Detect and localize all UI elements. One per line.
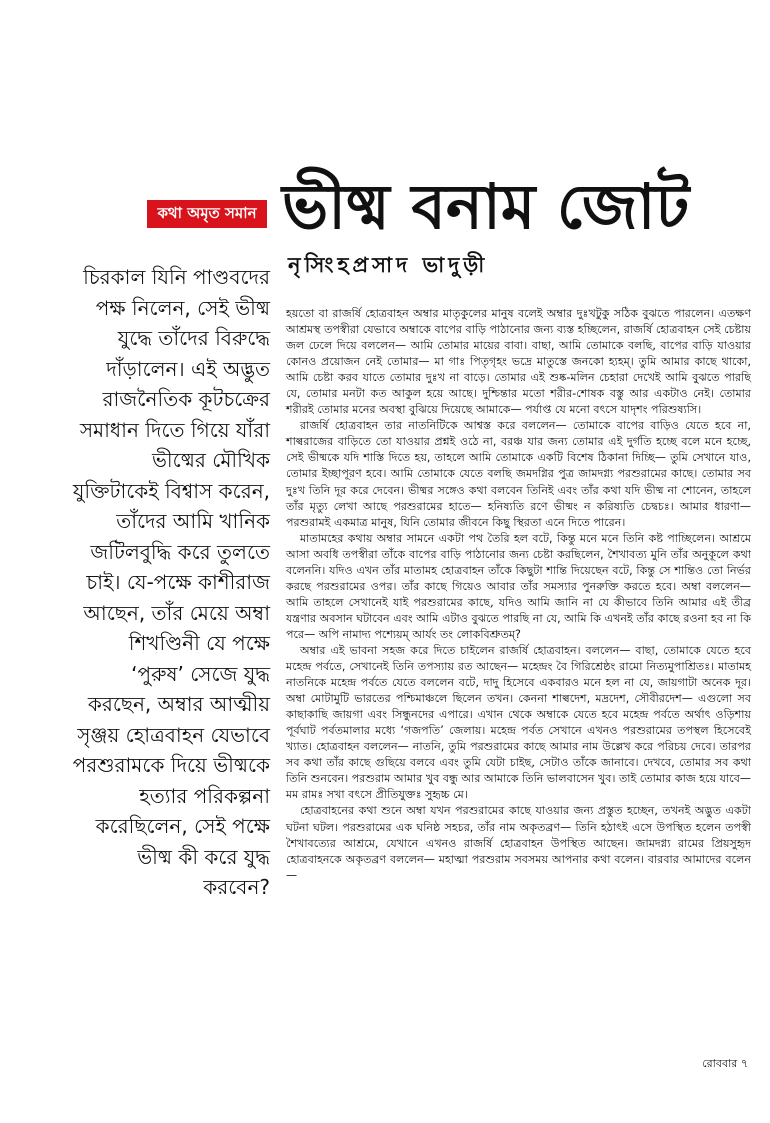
author-name: নৃসিংহপ্রসাদ ভাদুড়ী	[288, 253, 489, 277]
section-tag: কথা অমৃত সমান	[147, 200, 267, 228]
page-footer: রোববার ৭	[702, 1057, 748, 1070]
body-paragraph: রাজর্ষি হোত্রবাহন তার নাতনিটিকে আশ্বস্ত করে বললেন— তোমাকে বাপের বাড়িও যেতে হবে না, শাল্বরাজের বাড়িতে তো যাওয়ার প্রশ্নই ওঠে না, বরঞ্চ যার জন্য তোমার এই দুর্গতি হচ্ছে বলে মনে হচ্ছে, সেই ভীষ্মকে যদি শাস্তি দিতে হয়, তাহলে আমি তোমাকে একটি বিশেষ ঠিকানা দিচ্ছি— তুমি সেখানে যাও, তোমার ইচ্ছাপূরণ হবে। আমি তোমাকে যেতে বলছি জমদগ্নির পুত্র জামদগ্ন্য পরশুরামের কাছে। তোমার সব দুঃখ তিনি দূর করে দেবেন। ভীষ্মর সঙ্গেও কথা বলবেন তিনিই এবং তাঁর কথা যদি ভীষ্ম না শোনেন, তাহলে তাঁর মৃত্যু লেখা আছে পরশুরামের হাতে— হনিষ্যতি রণে ভীষ্মং ন করিষ্যতি চেদ্বচঃ। আমার ধারণা— পরশুরামই একমাত্র মানুষ, যিনি তোমার জীবনে কিছু স্থিরতা এনে দিতে পারেন।	[286, 419, 751, 529]
body-paragraph: হয়তো বা রাজর্ষি হোত্রবাহন অম্বার মাতৃকুলের মানুষ বলেই অম্বার দুঃখটুকু সঠিক বুঝতে পারলেন। এতক্ষণ আশ্রমস্থ তপস্বীরা যেভাবে অম্বাকে বাপের বাড়ি পাঠানোর জন্য ব্যস্ত হচ্ছিলেন, রাজর্ষি হোত্রবাহন সেই চেষ্টায় জল ঢেলে দিয়ে বললেন— আমি তোমার মায়ের বাবা। বাছা, আমি তোমাকে বলছি, বাপের বাড়ি যাওয়ার কোনও প্রয়োজন নেই তোমার— মা গাঃ পিতৃগৃহং ভদ্রে মাতুস্তে জনকো হ্যহম্‌। তুমি আমার কাছে থাকো, আমি চেষ্টা করব যাতে তোমার দুঃখ না বাড়ে। তোমার এই শুষ্ক-মলিন চেহারা দেখেই আমি বুঝতে পারছি যে, তোমার মনটা কত আকুল হয়ে আছে। দুশ্চিন্তার মতো শরীর-শোষক বস্তু আর একটাও নেই। তোমার শরীরই তোমার মনের অবস্থা বুঝিয়ে দিয়েছে আমাকে— পর্যাপ্ত যে মনো বৎসে যাদৃশং পরিশুষ্যসি।	[286, 307, 751, 417]
body-paragraph: মাতামহের কথায় অম্বার সামনে একটা পথ তৈরি হল বটে, কিন্তু মনে মনে তিনি কষ্ট পাচ্ছিলেন। আশ্রমে আসা অবধি তপস্বীরা তাঁকে বাপের বাড়ি পাঠানোর জন্য চেষ্টা করছিলেন, শৈখাবত্য মুনি তাঁর অনুকূলে কথা বলেননি। যদিও এখন তাঁর মাতামহ হোত্রবাহন তাঁকে কিছুটা শান্তি দিয়েছেন বটে, কিন্তু সে শান্তিও তো নির্ভর করছে পরশুরামের ওপর। তাঁর কাছে গিয়েও আবার তাঁর সমস্যার পুনরুক্তি করতে হবে। অম্বা বললেন— আমি তাহলে সেখানেই যাই পরশুরামের কাছে, যদিও আমি জানি না যে কীভাবে তিনি আমার এই তীব্র যন্ত্রণার অবসান ঘটাবেন এবং আমি এটাও বুঝতে পারছি না যে, আমি কি এখনই তাঁর কাছে রওনা হব না কি পরে— অপি নামাদ্য পশ্যেয়ম্‌ আর্যং তং লোকবিশ্রুতম্‌?	[286, 531, 751, 641]
article-title: ভীষ্ম বনাম জোট	[282, 170, 690, 243]
body-paragraph: হোত্রবাহনের কথা শুনে অম্বা যখন পরশুরামের কাছে যাওয়ার জন্য প্রস্তুত হচ্ছেন, তখনই অদ্ভুত একটা ঘটনা ঘটল। পরশুরামের এক ঘনিষ্ঠ সহচর, তাঁর নাম অকৃতব্রণ— তিনি হঠাৎই এসে উপস্থিত হলেন তপস্বী শৈখাবত্যের আশ্রমে, যেখানে এখনও রাজর্ষি হোত্রবাহন উপস্থিত আছেন। জামদগ্ন্য রামের প্রিয়সুহৃদ হোত্রবাহনকে অকৃতব্রণ বললেন— মহাত্মা পরশুরাম সবসময় আপনার কথা বলেন। বারবার আমাদের বলেন—	[286, 804, 751, 882]
article-body	[286, 306, 751, 1052]
standfirst	[70, 262, 270, 899]
body-paragraph: অম্বার এই ভাবনা সহজ করে দিতে চাইলেন রাজর্ষি হোত্রবাহন। বললেন— বাছা, তোমাকে যেতে হবে মহেন্দ্র পর্বতে, সেখানেই তিনি তপস্যায় রত আছেন— মহেন্দ্রং বৈ গিরিশ্রেষ্ঠং রামো নিত্যমুপাশ্রিতঃ। মাতামহ নাতনিকে মহেন্দ্র পর্বতে যেতে বললেন বটে, দাদু হিসেবে একবারও মনে হল না যে, জায়গাটা অনেক দূর। অম্বা মোটামুটি ভারতের পশ্চিমাঞ্চলে ছিলেন তখন। কেননা শাল্বদেশ, মদ্রদেশ, সৌবীরদেশ— এগুলো সব কাছাকাছি জায়গা এবং সিন্ধুনদের এপারে। এখান থেকে অম্বাকে যেতে হবে মহেন্দ্র পর্বতে অর্থাৎ ওড়িশায় পূর্বঘাট পর্বতমালার মধ্যে ‘গজপতি’ জেলায়। মহেন্দ্র পর্বত সেখানে এখনও পরশুরামের তপস্থল হিসেবেই খ্যাত। হোত্রবাহন বললেন— নাতনি, তুমি পরশুরামের কাছে আমার নাম উল্লেখ করে পরিচয় দেবে। তারপর সব কথা তাঁর কাছে গুছিয়ে বলবে এবং তুমি যেটা চাইছ, সেটাও তাঁকে জানাবে। দেখবে, তোমার সব কথা তিনি শুনবেন। পরশুরাম আমার খুব বন্ধু আর আমাকে তিনি ভালবাসেন খুব। তাই তোমার কাজ হয়ে যাবে— মম রামঃ সখা বৎসে প্রীতিযুক্তঃ সুহৃচ্চ মে।	[286, 643, 751, 802]
standfirst-text: চিরকাল যিনি পাণ্ডবদের পক্ষ নিলেন, সেই ভীষ্ম যুদ্ধে তাঁদের বিরুদ্ধে দাঁড়ালেন। এই অদ্ভুত রাজনৈতিক কূটচক্রের সমাধান দিতে গিয়ে যাঁরা ভীষ্মের মৌখিক যুক্তিটাকেই বিশ্বাস করেন, তাঁদের আমি খানিক জটিলবুদ্ধি করে তুলতে চাই। যে-পক্ষে কাশীরাজ আছেন, তাঁর মেয়ে অম্বা শিখণ্ডিনী যে পক্ষে ‘পুরুষ’ সেজে যুদ্ধ করছেন, অম্বার আত্মীয় সৃঞ্জয় হোত্রবাহন যেভাবে পরশুরামকে দিয়ে ভীষ্মকে হত্যার পরিকল্পনা করেছিলেন, সেই পক্ষে ভীষ্ম কী করে যুদ্ধ করবেন?	[72, 265, 270, 899]
